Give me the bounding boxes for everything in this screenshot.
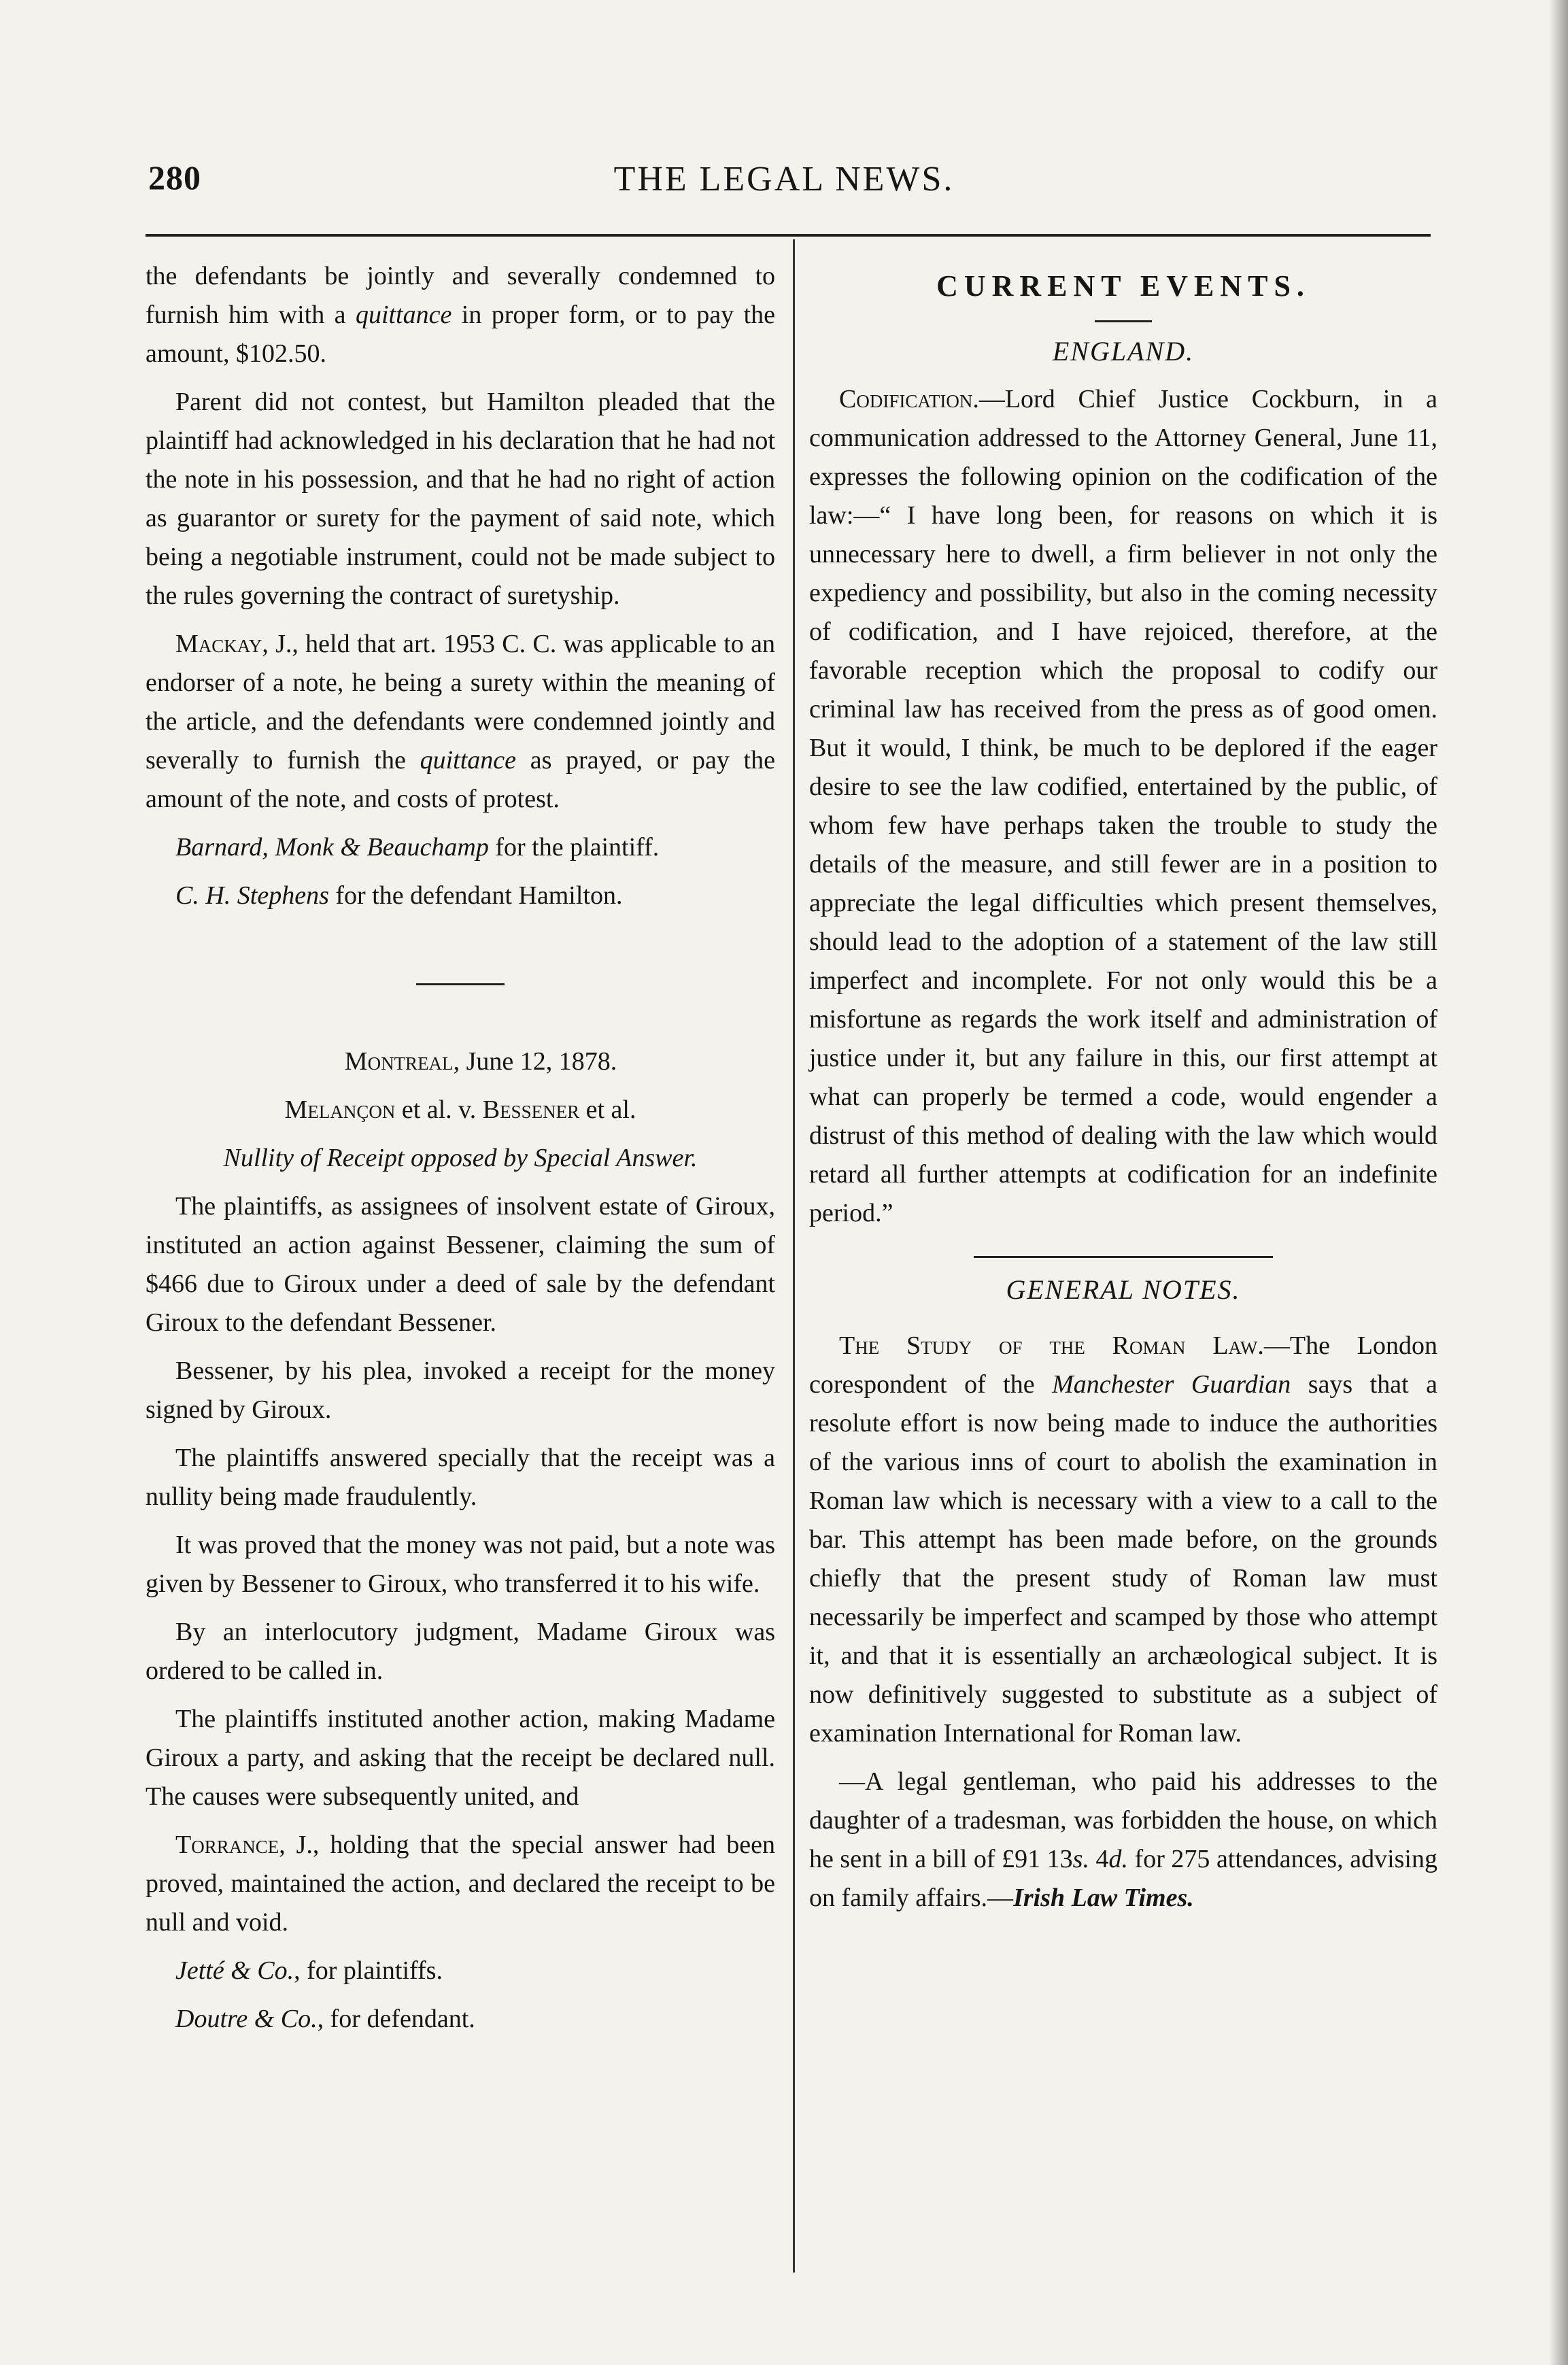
paragraph-hamilton-plea: Parent did not contest, but Hamilton pleaded that the plaintiff had acknowledged in his declaration that he had not the note in his possession, and that he had no right of action as guarantor or surety for the payment of said note, which being a negotiable instrument, could not be made subject to the rules governing the contract of suretyship. (146, 388, 775, 610)
paragraph-torrance-judgment: Torrance, J., holding that the special answer had been proved, maintained the action, and declared the receipt to be null and void. (146, 1831, 775, 1937)
paragraph-mackay-judgment: Mackay, J., held that art. 1953 C. C. was applicable to an endorser of a note, he being a surety within the meaning of the article, and the defendants were condemned jointly and severally to furnish the quittance as prayed, or pay the amount of the note, and costs of protest. (146, 630, 775, 813)
counsel-defendant-2: Doutre & Co., for defendant. (175, 2005, 475, 2033)
judge-name: Mackay (175, 630, 262, 658)
paragraph-second-action: The plaintiffs instituted another action, making Madame Giroux a party, and asking that the receipt be declared null. The causes were subsequently united, and (146, 1705, 775, 1811)
counsel-plaintiffs: Jetté & Co., for plaintiffs. (175, 1956, 443, 1985)
paragraph-continuation: the defendants be jointly and severally condemned to furnish him with a quittance in proper form, or to pay the amount, $102.50. (146, 262, 775, 368)
section-title: CURRENT EVENTS. (936, 269, 1310, 303)
paragraph-proof: It was proved that the money was not paid, but a note was given by Bessener to Giroux, who transferred it to his wife. (146, 1531, 775, 1598)
paragraph-codification: Codification.—Lord Chief Justice Cockburn, in a communication addressed to the Attorney General, June 11, expresses the following opinion on the codification of the law:—“ I have long been, for reasons on which it is unnecessary here to dwell, a firm believer in not only the expediency and possibility, but also in the coming necessity of codification, and I have rejoiced, therefore, at the favorable reception which the proposal to codify our criminal law has received from the press as of good omen. But it would, I think, be much to be deplored if the eager desire to see the law codified, entertained by the public, of whom few have perhaps taken the trouble to study the details of the measure, and still fewer are in a position to appreciate the legal difficulties which present themselves, should lead to the adoption of a statement of the law still imperfect and incomplete. For not only would this be a misfortune as regards the work itself and administration of justice under it, but any failure in this, our first attempt at what can properly be termed a code, would engender a distrust of this method of dealing with the law which would retard all further attempts at codification for an indefinite period.” (809, 385, 1437, 1227)
paragraph-special-answer: The plaintiffs answered specially that the receipt was a nullity being made fraudulently. (146, 1444, 775, 1511)
paragraph-plaintiffs-action: The plaintiffs, as assignees of insolvent estate of Giroux, instituted an action against Bessener, claiming the sum of $466 due to Giroux under a deed of sale by the defendant Giroux to the defendant Bessener. (146, 1192, 775, 1337)
case-subject: Nullity of Receipt opposed by Special Answer. (223, 1144, 698, 1172)
left-column (146, 257, 775, 2039)
counsel-defendant: C. H. Stephens for the defendant Hamilton. (175, 881, 623, 910)
subsection-england: ENGLAND. (1052, 336, 1195, 367)
column-divider (793, 239, 795, 2273)
case-title: Melançon et al. v. Bessener et al. (284, 1095, 636, 1124)
paragraph-legal-gentleman: —A legal gentleman, who paid his addresses to the daughter of a tradesman, was forbidden the house, on which he sent in a bill of £91 13s. 4d. for 275 attendances, advising on family affairs.—Irish Law Times. (809, 1767, 1437, 1912)
binding-shadow (1549, 0, 1568, 2365)
header-rule (146, 234, 1431, 237)
source-citation: Irish Law Times. (1013, 1884, 1194, 1912)
page-number: 280 (148, 158, 201, 197)
right-column (809, 257, 1437, 1918)
subsection-general-notes: GENERAL NOTES. (1006, 1274, 1241, 1305)
counsel-plaintiff: Barnard, Monk & Beauchamp for the plaintiff. (175, 833, 660, 862)
paragraph-interlocutory: By an interlocutory judgment, Madame Giroux was ordered to be called in. (146, 1618, 775, 1685)
case-dateline: Montreal, June 12, 1878. (344, 1047, 617, 1076)
paragraph-bessener-plea: Bessener, by his plea, invoked a receipt for the money signed by Giroux. (146, 1357, 775, 1424)
judge-name: Torrance (175, 1831, 279, 1859)
running-head: THE LEGAL NEWS. (613, 160, 955, 199)
paragraph-roman-law: The Study of the Roman Law.—The London corespondent of the Manchester Guardian says that a resolute effort is now being made to induce the authorities of the various inns of court to abolish the examination in Roman law which is necessary with a view to a call to the bar. This attempt has been made before, on the grounds chiefly that the present study of Roman law must necessarily be imperfect and scamped by those who attempt it, and that it is essentially an archæological subject. It is now definitively suggested to substitute as a subject of examination International for Roman law. (809, 1331, 1437, 1748)
